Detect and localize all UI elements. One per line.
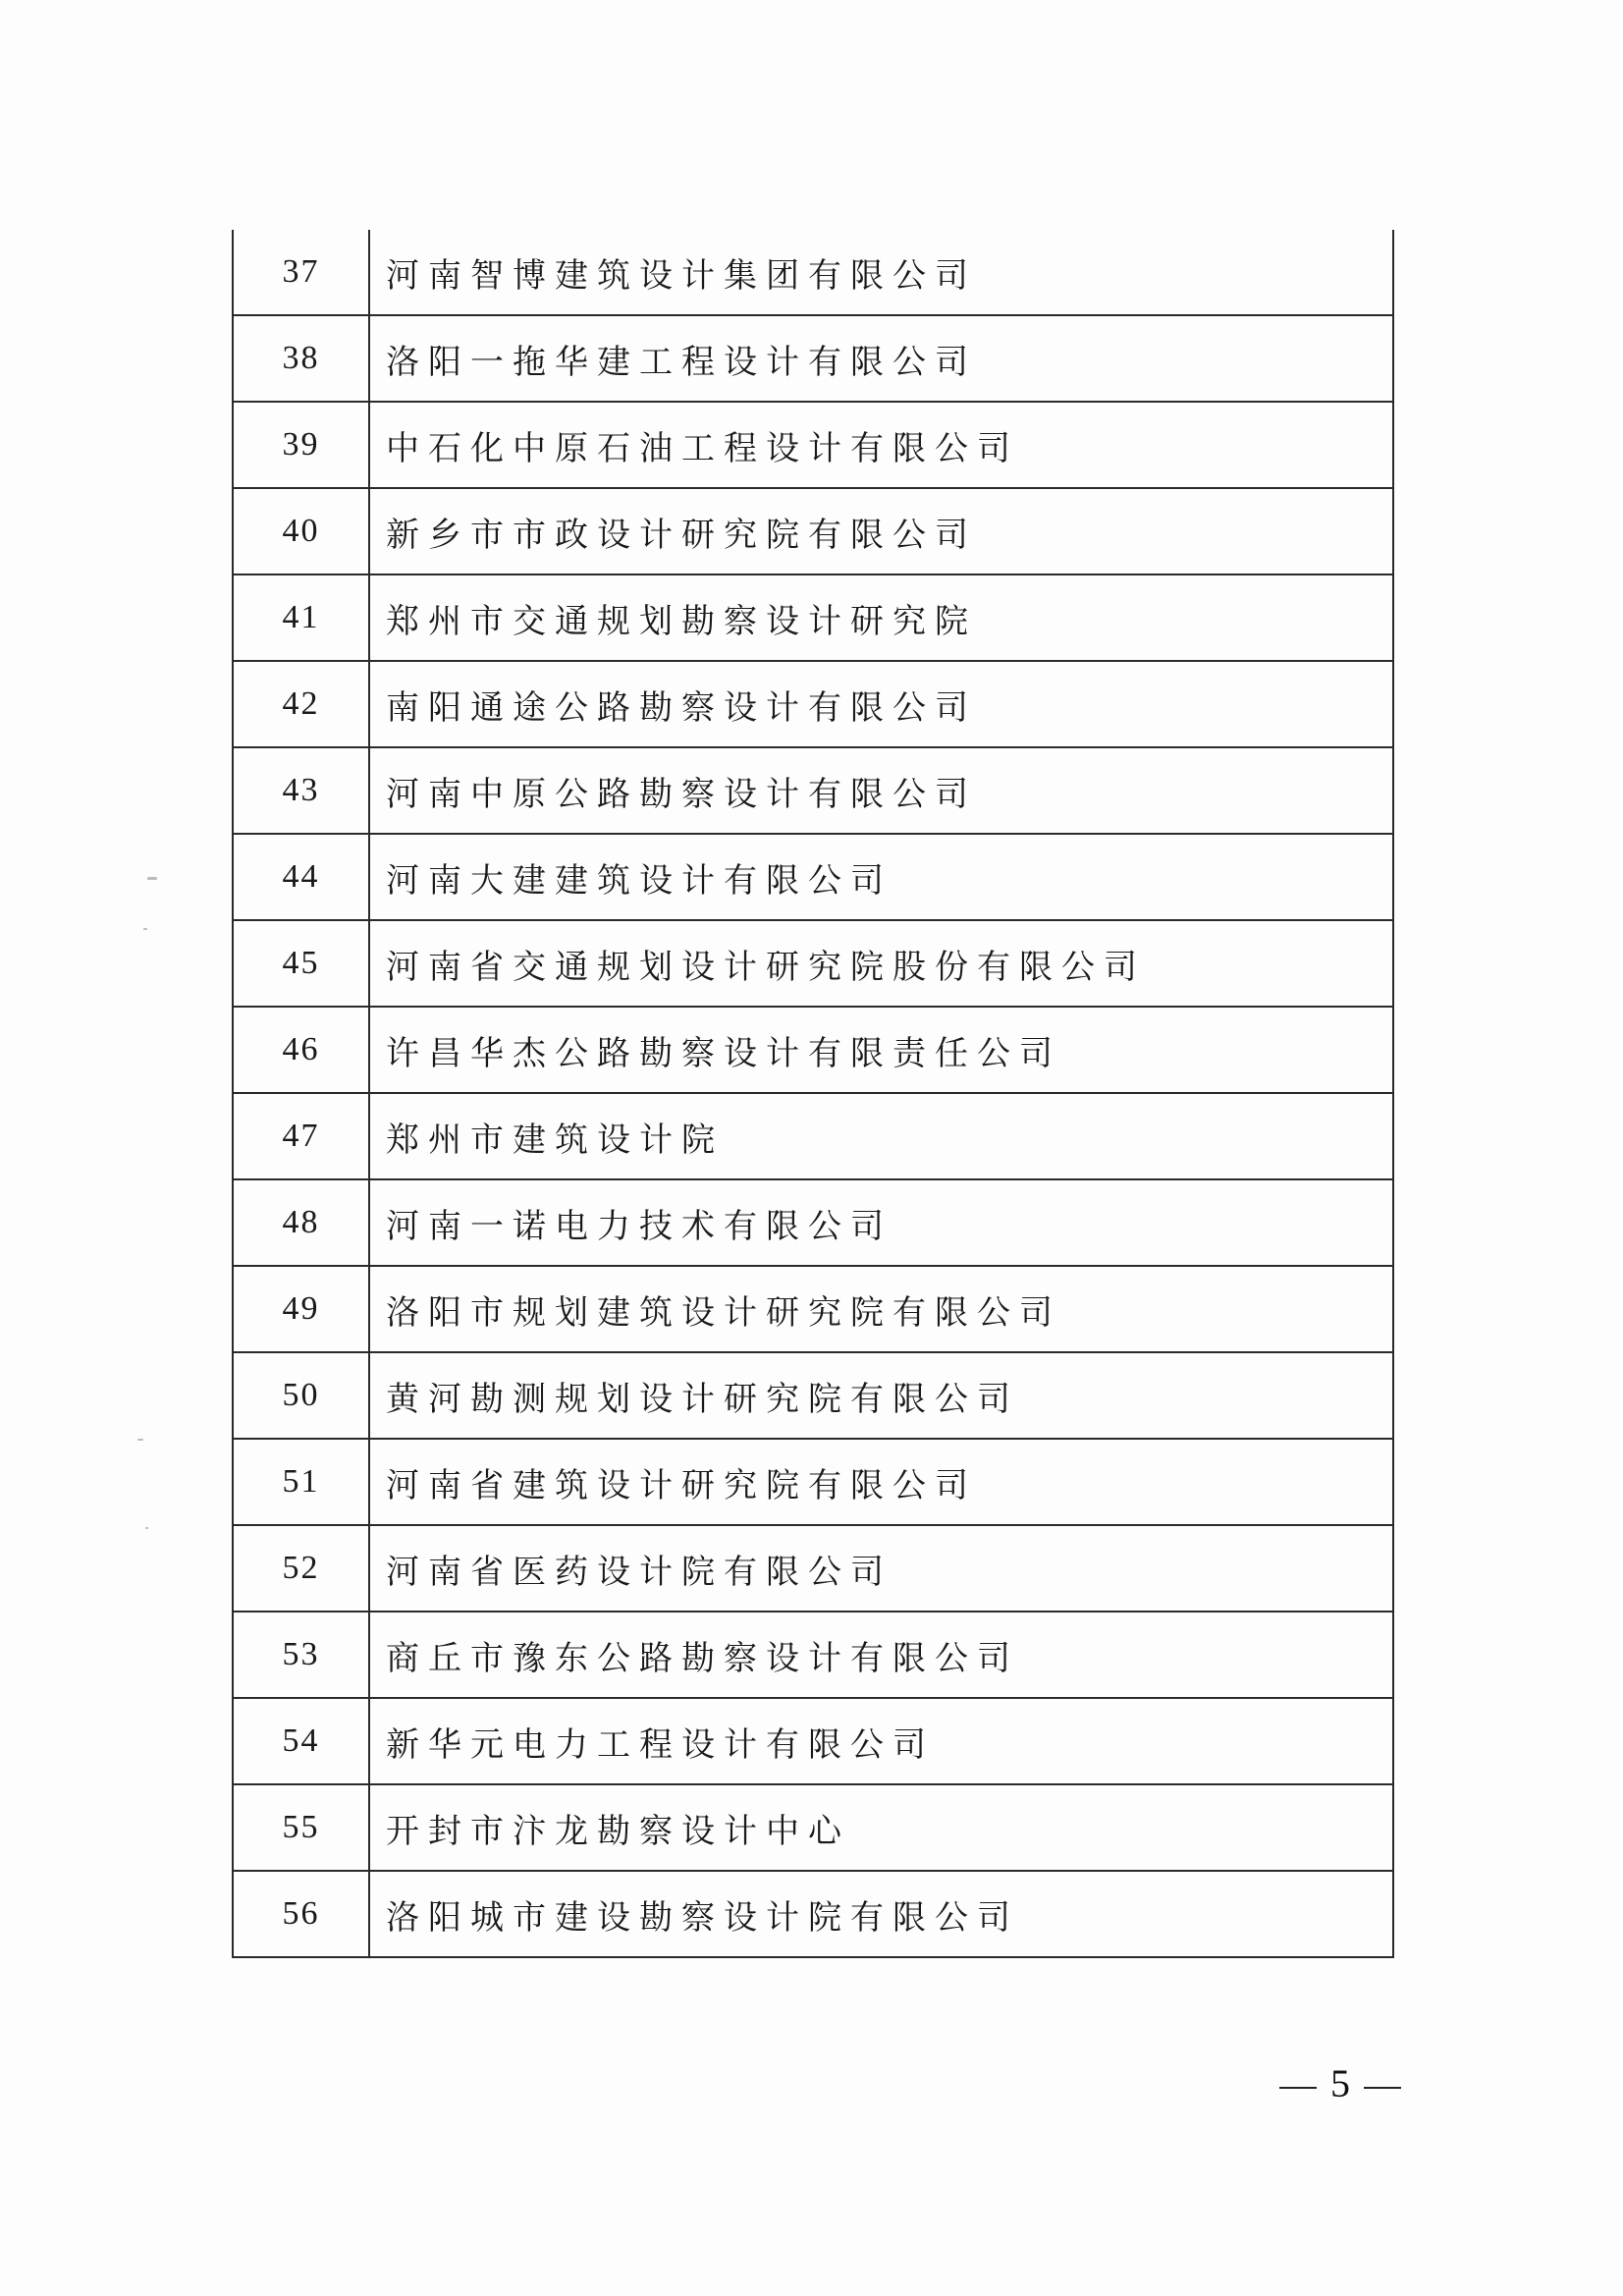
row-number: 49 — [233, 1266, 369, 1352]
table-row — [233, 1352, 1393, 1439]
table-row — [233, 834, 1393, 920]
row-number: 46 — [233, 1007, 369, 1093]
company-name: 河南大建建筑设计有限公司 — [369, 834, 1393, 920]
company-name: 黄河勘测规划设计研究院有限公司 — [369, 1352, 1393, 1439]
table-row — [233, 1612, 1393, 1698]
company-name: 河南一诺电力技术有限公司 — [369, 1179, 1393, 1266]
company-name: 河南中原公路勘察设计有限公司 — [369, 747, 1393, 834]
company-name: 郑州市交通规划勘察设计研究院 — [369, 574, 1393, 661]
company-name: 洛阳市规划建筑设计研究院有限公司 — [369, 1266, 1393, 1352]
row-number: 56 — [233, 1871, 369, 1957]
scan-artifact — [147, 877, 157, 880]
company-name: 河南省交通规划设计研究院股份有限公司 — [369, 920, 1393, 1007]
table-row — [233, 1439, 1393, 1525]
table-row — [233, 1007, 1393, 1093]
row-number: 38 — [233, 315, 369, 402]
company-name: 许昌华杰公路勘察设计有限责任公司 — [369, 1007, 1393, 1093]
row-number: 47 — [233, 1093, 369, 1179]
scan-artifact — [145, 1527, 148, 1529]
row-number: 41 — [233, 574, 369, 661]
table-row — [233, 230, 1393, 315]
company-name: 洛阳一拖华建工程设计有限公司 — [369, 315, 1393, 402]
table-row — [233, 1784, 1393, 1871]
page-number — [1257, 2060, 1424, 2106]
table-row — [233, 1266, 1393, 1352]
table-row — [233, 1871, 1393, 1957]
row-number: 52 — [233, 1525, 369, 1612]
table-row — [233, 661, 1393, 747]
table-row — [233, 488, 1393, 574]
company-name: 南阳通途公路勘察设计有限公司 — [369, 661, 1393, 747]
company-name: 开封市汴龙勘察设计中心 — [369, 1784, 1393, 1871]
row-number: 42 — [233, 661, 369, 747]
company-name: 河南省建筑设计研究院有限公司 — [369, 1439, 1393, 1525]
company-name: 中石化中原石油工程设计有限公司 — [369, 402, 1393, 488]
row-number: 37 — [233, 230, 369, 315]
row-number: 48 — [233, 1179, 369, 1266]
table-row — [233, 1525, 1393, 1612]
row-number: 43 — [233, 747, 369, 834]
company-name: 河南智博建筑设计集团有限公司 — [369, 230, 1393, 315]
scan-artifact — [137, 1439, 143, 1441]
row-number: 44 — [233, 834, 369, 920]
company-list-table — [232, 230, 1394, 1958]
company-name: 郑州市建筑设计院 — [369, 1093, 1393, 1179]
row-number: 45 — [233, 920, 369, 1007]
company-name: 新华元电力工程设计有限公司 — [369, 1698, 1393, 1784]
dash-right — [1364, 2087, 1401, 2089]
table-row — [233, 747, 1393, 834]
company-name: 新乡市市政设计研究院有限公司 — [369, 488, 1393, 574]
table-row — [233, 402, 1393, 488]
table-row — [233, 1179, 1393, 1266]
row-number: 51 — [233, 1439, 369, 1525]
table-row — [233, 1093, 1393, 1179]
company-name: 河南省医药设计院有限公司 — [369, 1525, 1393, 1612]
company-name: 洛阳城市建设勘察设计院有限公司 — [369, 1871, 1393, 1957]
scan-artifact — [143, 928, 147, 930]
page-number-value: 5 — [1330, 2061, 1350, 2105]
company-name: 商丘市豫东公路勘察设计有限公司 — [369, 1612, 1393, 1698]
row-number: 39 — [233, 402, 369, 488]
dash-left — [1279, 2087, 1317, 2089]
row-number: 54 — [233, 1698, 369, 1784]
row-number: 55 — [233, 1784, 369, 1871]
row-number: 50 — [233, 1352, 369, 1439]
table-row — [233, 1698, 1393, 1784]
table-row — [233, 574, 1393, 661]
table-row — [233, 920, 1393, 1007]
row-number: 40 — [233, 488, 369, 574]
row-number: 53 — [233, 1612, 369, 1698]
table-row — [233, 315, 1393, 402]
